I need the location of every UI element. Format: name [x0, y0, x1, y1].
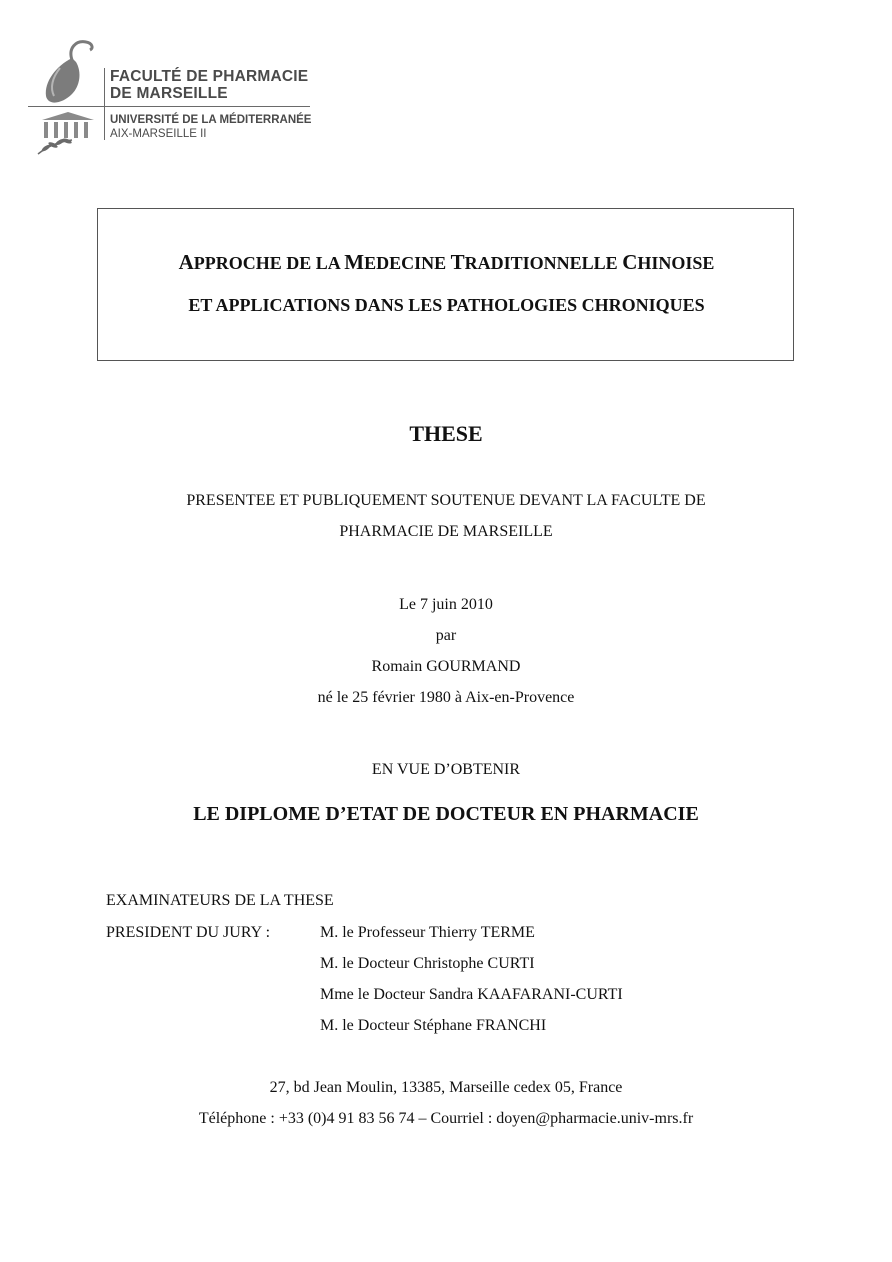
title-word: TRADITIONNELLE — [450, 250, 623, 274]
objective-intro: EN VUE D’OBTENIR — [371, 761, 521, 778]
author-birth-info: né le 25 février 1980 à Aix-en-Provence — [317, 689, 575, 706]
presentation-statement-line2: PHARMACIE DE MARSEILLE — [339, 523, 553, 540]
title-word: MEDECINE — [344, 250, 451, 274]
jury-member: M. le Docteur Stéphane FRANCHI — [320, 1017, 547, 1034]
title-word: CHINOISE — [622, 250, 715, 274]
presentation-statement-line1: PRESENTEE ET PUBLIQUEMENT SOUTENUE DEVANT LA FACULTE DE — [186, 492, 706, 509]
faculty-name-line1: FACULTÉ DE PHARMACIE — [110, 68, 309, 85]
logo-vertical-rule — [104, 68, 105, 140]
logo-horizontal-rule — [28, 106, 310, 107]
university-name-line2: AIX-MARSEILLE II — [110, 128, 207, 140]
faculty-name-line2: DE MARSEILLE — [110, 85, 228, 102]
author-name: Romain GOURMAND — [371, 658, 521, 675]
thesis-title-line1 — [98, 250, 795, 275]
by-label: par — [435, 627, 457, 644]
faculty-address: 27, bd Jean Moulin, 13385, Marseille cedex 05, France — [269, 1079, 623, 1096]
defense-date: Le 7 juin 2010 — [399, 596, 493, 613]
university-name-line1: UNIVERSITÉ DE LA MÉDITERRANÉE — [110, 114, 312, 126]
jury-member: M. le Professeur Thierry TERME — [320, 924, 535, 941]
jury-member: Mme le Docteur Sandra KAAFARANI-CURTI — [320, 986, 623, 1003]
jury-president-label: PRESIDENT DU JURY : — [106, 924, 271, 941]
document-type: THESE — [409, 421, 483, 446]
thesis-title-box — [97, 208, 794, 361]
title-word: APPROCHE DE LA — [178, 250, 345, 274]
examiners-heading: EXAMINATEURS DE LA THESE — [106, 892, 334, 909]
faculty-contact: Téléphone : +33 (0)4 91 83 56 74 – Courriel : doyen@pharmacie.univ-mrs.fr — [198, 1110, 694, 1127]
thesis-title-line2: ET APPLICATIONS DANS LES PATHOLOGIES CHRONIQUES — [188, 295, 705, 315]
jury-member: M. le Docteur Christophe CURTI — [320, 955, 535, 972]
faculty-logo-icon — [26, 38, 106, 158]
diploma-title: LE DIPLOME D’ETAT DE DOCTEUR EN PHARMACIE — [193, 803, 699, 825]
